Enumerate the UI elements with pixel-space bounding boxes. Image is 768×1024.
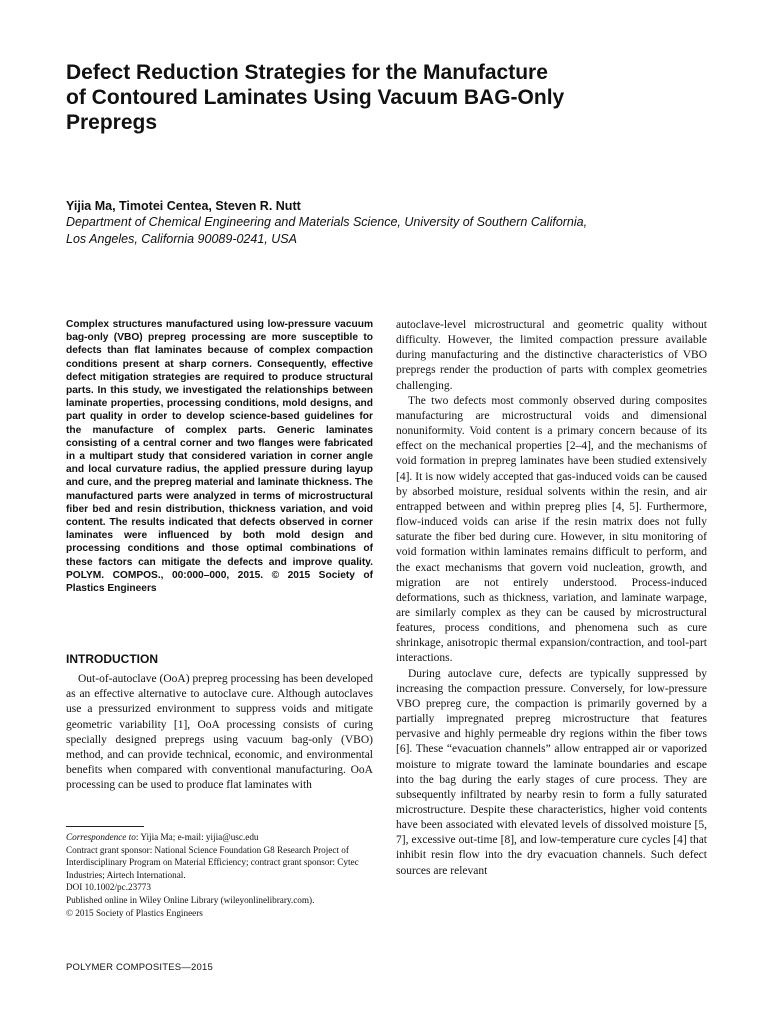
intro-paragraph: Out-of-autoclave (OoA) prepreg processing has been developed as an effective alternative to autoclave cure. Although autoclaves use a pressurized environment to suppress voids and mitigate geometric variability [1], OoA processing consists of curing specially designed prepregs using vacuum bag-only (VBO) method, and can provide technical, economic, and environmental benefits when compared with conventional manufacturing. OoA processing can be used to produce flat laminates with bbox=[66, 673, 373, 792]
journal-footer: POLYMER COMPOSITES—2015 bbox=[66, 962, 213, 973]
body-paragraph: During autoclave cure, defects are typically suppressed by increasing the compaction pressure. Conversely, for low-pressure VBO prepreg cure, the compaction is primarily governed by a partially impregnated prepreg microstructure that features pervasive and highly permeable dry regions within the fiber tows [6]. These “evacuation channels” allow entrapped air or vaporized moisture to migrate toward the laminate boundaries and escape into the bag during the early stages of cure process. They are subsequently infiltrated by nearby resin to form a fully saturated microstructure. Despite these characteristics, higher void contents have been associated with elevated levels of dissolved moisture [5, 7], excessive out-time [8], and low-temperature cure cycles [4] that inhibit resin flow into the dry evacuation channels. Such defect sources are relevant bbox=[396, 667, 707, 877]
correspondence-label: Correspondence to bbox=[66, 832, 136, 842]
right-column bbox=[396, 318, 707, 879]
footnote-published: Published online in Wiley Online Library (wileyonlinelibrary.com). bbox=[66, 894, 315, 905]
title-line: Defect Reduction Strategies for the Manufacture bbox=[66, 61, 548, 84]
paper-title bbox=[66, 60, 706, 135]
title-line: of Contoured Laminates Using Vacuum BAG-Only bbox=[66, 86, 565, 109]
affiliation bbox=[66, 214, 706, 248]
footnotes bbox=[66, 831, 373, 919]
abstract: Complex structures manufactured using low-pressure vacuum bag-only (VBO) prepreg processing are more susceptible to defects than flat laminates because of complex compaction conditions present at sharp corners. Consequently, effective defect mitigation strategies are required to produce structural parts. In this study, we investigated the relationships between laminate properties, processing conditions, mold designs, and part quality in order to develop science-based guidelines for the manufacture of complex parts. Generic laminates consisting of a central corner and two flanges were fabricated in a multipart study that considered variation in corner angle and local curvature radius, the applied pressure during layup and cure, and the prepreg material and laminate thickness. The manufactured parts were analyzed in terms of microstructural fiber bed and resin distribution, thickness variation, and void content. The results indicated that defects observed in corner laminates were influenced by both mold design and processing conditions and those optimal combinations of these factors can mitigate the defects and improve quality. POLYM. COMPOS., 00:000–000, 2015. © 2015 Society of Plastics Engineers bbox=[66, 319, 373, 595]
section-heading-introduction: INTRODUCTION bbox=[66, 652, 158, 666]
footnote-grant: Contract grant sponsor: National Science Foundation G8 Research Project of Interdisciplinary Program on Material Efficiency; contract grant sponsor: Cytec Industries; Airtech International. bbox=[66, 844, 359, 880]
authors: Yijia Ma, Timotei Centea, Steven R. Nutt bbox=[66, 199, 301, 213]
footnote-correspondence bbox=[66, 831, 373, 844]
footnote-doi: DOI 10.1002/pc.23773 bbox=[66, 882, 151, 893]
affiliation-line: Los Angeles, California 90089-0241, USA bbox=[66, 232, 297, 246]
title-line: Prepregs bbox=[66, 111, 158, 134]
affiliation-line: Department of Chemical Engineering and Materials Science, University of Southern California, bbox=[66, 215, 588, 229]
body-paragraph: autoclave-level microstructural and geometric quality without difficulty. However, the limited compaction pressure available during manufacturing and the distinctive characteristics of VBO prepregs render the production of parts with complex geometries challenging. bbox=[396, 319, 707, 392]
correspondence-text: : Yijia Ma; e-mail: yijia@usc.edu bbox=[135, 832, 259, 842]
footnote-copyright: © 2015 Society of Plastics Engineers bbox=[66, 907, 203, 918]
body-paragraph: The two defects most commonly observed during composites manufacturing are microstructural voids and dimensional nonuniformity. Void content is a primary concern because of its effect on the mechanical properties [2–4], and the mechanisms of void formation in prepreg laminates have been studied extensively [4]. It is now widely accepted that gas-induced voids can be caused by absorbed moisture, residual solvents within the resin, and air entrapped between and within prepreg plies [4, 5]. Furthermore, flow-induced voids can arise if the resin matrix does not fully saturate the fiber bed during cure. However, in situ monitoring of void formation within laminates remains difficult to perform, and the exact mechanisms that govern void nucleation, growth, and migration are not entirely understood. Process-induced deformations, such as thickness, variation, and laminate warpage, are similarly complex as they can be caused by microstructural features, process conditions, and phenomena such as cure shrinkage, anisotropic thermal expansion/contraction, and tool-part interactions. bbox=[396, 394, 707, 665]
footnote-divider bbox=[66, 826, 144, 827]
